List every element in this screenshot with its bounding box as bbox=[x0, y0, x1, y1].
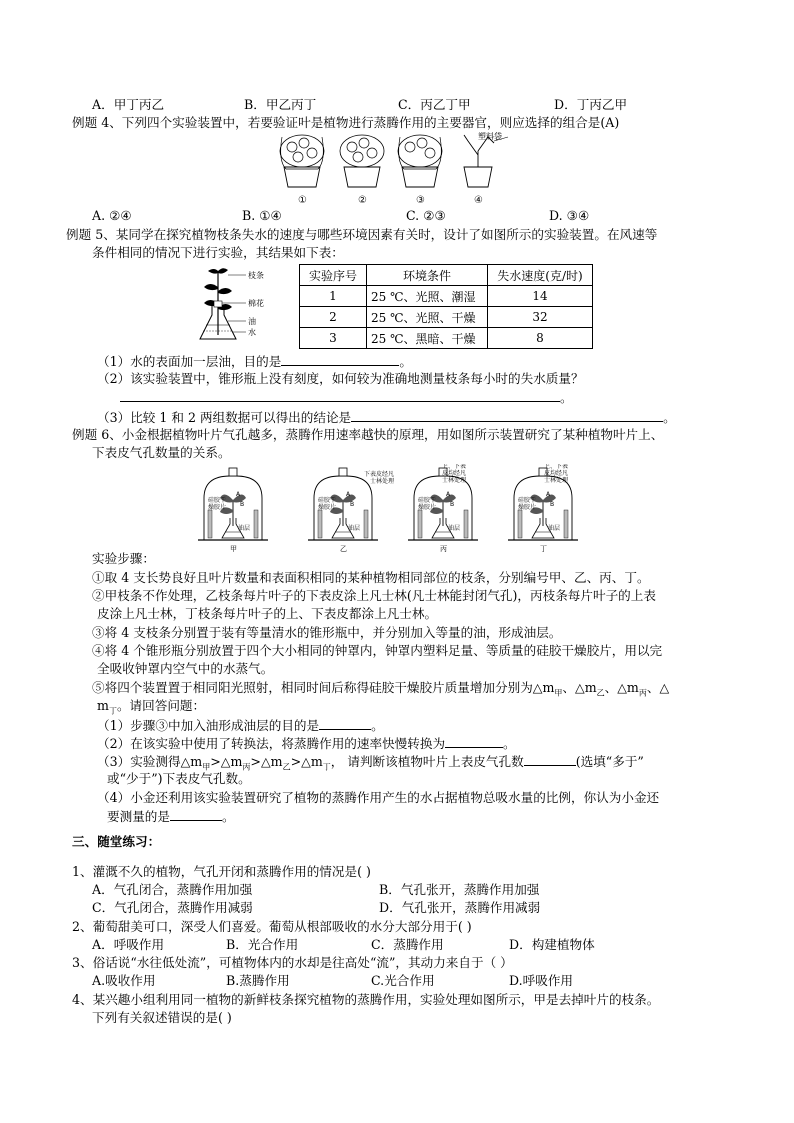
answer-blank[interactable] bbox=[445, 735, 503, 748]
ex6-stem-line2: 下表皮气孔数量的关系。 bbox=[92, 445, 231, 460]
silica-label-bing: 硅胶干 bbox=[418, 497, 437, 504]
ex4-stem: 例题 4、下列四个实验装置中，若要验证叶是植物进行蒸腾作用的主要器官，则应选择的组合是(A) bbox=[72, 115, 620, 130]
silica-label-ding: 硅胶干 bbox=[518, 497, 537, 504]
ex6-step5-line1: ⑤将四个装置置于相同阳光照射，相同时间后称得硅胶干燥胶片质量增加分别为$\triangle m_甲$、$\triangle m_乙$、$\triangle m_丙$、△ bbox=[92, 680, 670, 698]
ding-note-1: 上、下表 bbox=[442, 464, 467, 470]
practice-2-option-a: A．呼吸作用 bbox=[92, 937, 165, 952]
leaf-b-label: B bbox=[550, 501, 555, 508]
ex6-q4-line2: 要测量的是 。 bbox=[107, 809, 235, 824]
ex6-step5-line2: $m_丁$。请回答问题： bbox=[97, 698, 206, 716]
label-branch: 枝条 bbox=[248, 271, 264, 280]
ex4-option-d: D. ③④ bbox=[549, 208, 590, 223]
ex5-stem-line2: 条件相同的情况下进行实验，其结果如下表： bbox=[92, 245, 344, 260]
bing-note-2: 士林处理 bbox=[370, 478, 395, 485]
plant-num-3: ③ bbox=[416, 195, 425, 206]
leaf-b-label: B bbox=[350, 501, 355, 508]
practice-3-stem: 3、俗话说“水往低处流”，可植物体内的水却是往高处“流”，其动力来自于（ ） bbox=[72, 955, 513, 970]
ex3-option-b: B．甲乙丙丁 bbox=[244, 97, 317, 112]
ex3-option-a: A．甲丁丙乙 bbox=[92, 97, 165, 112]
table-header: 失水速度(克/时) bbox=[488, 265, 593, 286]
ding-note-3: 士林处理 bbox=[442, 477, 467, 484]
oil-label: 油层 bbox=[548, 525, 561, 532]
jar-name-jia: 甲 bbox=[230, 545, 237, 553]
label-water: 水 bbox=[248, 328, 256, 337]
practice-1-stem: 1、灌溉不久的植物，气孔开闭和蒸腾作用的情况是( ) bbox=[72, 864, 371, 879]
ex6-q1: （1）步骤③中加入油形成油层的目的是 。 bbox=[97, 718, 384, 733]
ding-note-b-1: 上、下表 bbox=[544, 464, 569, 470]
ex5-results-table bbox=[299, 264, 593, 349]
ex4-potted-plants-figure bbox=[270, 131, 530, 209]
ex4-option-a: A. ②④ bbox=[92, 208, 132, 223]
ex6-step4-line1: ④将 4 个锥形瓶分别放置于四个大小相同的钟罩内，钟罩内塑料足量、等质量的硅胶干燥胶片，用以完 bbox=[92, 643, 663, 658]
practice-3-option-d: D.呼吸作用 bbox=[509, 973, 574, 988]
ex5-q2: （2）该实验装置中，锥形瓶上没有刻度，如何较为准确地测量枝条每小时的失水质量？ bbox=[97, 371, 584, 386]
ex6-step3: ③将 4 支枝条分别置于装有等量清水的锥形瓶中，并分别加入等量的油，形成油层。 bbox=[92, 625, 562, 640]
jar-name-ding: 丁 bbox=[540, 545, 547, 553]
practice-3-option-a: A.吸收作用 bbox=[92, 973, 156, 988]
table-header-row bbox=[300, 265, 593, 286]
leaf-a-label: A bbox=[546, 491, 551, 498]
table-row bbox=[300, 307, 593, 328]
plant-3 bbox=[398, 135, 442, 187]
plant-num-2: ② bbox=[358, 195, 367, 206]
ex5-stem-line1: 例题 5、某同学在探究植物枝条失水的速度与哪些环境因素有关时，设计了如图所示的实验装置。在风速等 bbox=[66, 227, 658, 242]
ex5-flask-apparatus-figure bbox=[196, 265, 280, 345]
ding-note-b-3: 士林处理 bbox=[544, 477, 569, 484]
table-cell: 8 bbox=[488, 328, 593, 349]
silica-label-jia-2: 燥胶片 bbox=[208, 504, 227, 511]
leaf-b-label: B bbox=[450, 501, 455, 508]
plant-num-4: ④ bbox=[474, 195, 483, 206]
ex4-option-b: B. ①④ bbox=[242, 208, 282, 223]
table-header: 环境条件 bbox=[367, 265, 488, 286]
oil-label: 油层 bbox=[448, 525, 461, 532]
practice-1-option-d: D．气孔张开，蒸腾作用减弱 bbox=[379, 900, 541, 915]
answer-blank[interactable] bbox=[351, 409, 663, 422]
oil-label: 油层 bbox=[238, 525, 251, 532]
answer-blank[interactable] bbox=[524, 753, 576, 766]
silica-label-bing-2: 燥胶片 bbox=[418, 504, 437, 511]
table-header: 实验序号 bbox=[300, 265, 367, 286]
ex5-q3: （3）比较 1 和 2 两组数据可以得出的结论是 。 bbox=[97, 410, 676, 425]
ex6-step4-line2: 全吸收钟罩内空气中的水蒸气。 bbox=[97, 661, 274, 676]
ex6-step1: ①取 4 支长势良好且叶片数量和表面积相同的某种植物相同部位的枝条，分别编号甲、乙、丙、丁。 bbox=[92, 570, 650, 585]
practice-2-option-c: C．蒸腾作用 bbox=[371, 937, 444, 952]
plant-num-1: ① bbox=[298, 195, 307, 206]
ding-note-b-2: 皮均经凡 bbox=[544, 470, 569, 477]
jar-name-yi: 乙 bbox=[340, 545, 347, 553]
practice-2-option-b: B．光合作用 bbox=[226, 937, 299, 952]
table-cell: 25 ℃、黑暗、干燥 bbox=[367, 328, 488, 349]
answer-blank[interactable] bbox=[170, 808, 222, 821]
ex3-option-c: C．丙乙丁甲 bbox=[398, 97, 471, 112]
answer-blank[interactable] bbox=[120, 389, 560, 402]
leaf-b-label: B bbox=[240, 501, 245, 508]
label-cotton: 棉花 bbox=[248, 299, 264, 308]
ex6-bell-jar-figure bbox=[196, 464, 596, 554]
practice-1-option-a: A．气孔闭合，蒸腾作用加强 bbox=[92, 882, 253, 897]
label-oil: 油 bbox=[248, 317, 256, 326]
table-cell: 1 bbox=[300, 286, 367, 307]
plant-1-bagged bbox=[280, 135, 324, 187]
oil-label: 油层 bbox=[348, 525, 361, 532]
practice-2-option-d: D．构建植物体 bbox=[509, 937, 595, 952]
table-cell: 3 bbox=[300, 328, 367, 349]
ex6-q3-line1: （3）实验测得$\triangle m_甲>\triangle m_丙>\triangle m_乙>\triangle m_丁$， 请判断该植物叶片上表皮气孔数 (选填“多于” bbox=[97, 754, 644, 772]
jar-name-bing: 丙 bbox=[440, 545, 447, 553]
plant-2 bbox=[340, 135, 384, 187]
silica-label-jia: 硅胶干 bbox=[208, 497, 227, 504]
practice-1-option-b: B．气孔张开，蒸腾作用加强 bbox=[379, 882, 540, 897]
ex5-q1: （1）水的表面加一层油，目的是 。 bbox=[97, 354, 412, 369]
silica-label-yi: 硅胶干 bbox=[318, 497, 337, 504]
ding-note-2: 皮均经凡 bbox=[442, 470, 467, 477]
table-cell: 32 bbox=[488, 307, 593, 328]
practice-3-option-b: B.蒸腾作用 bbox=[226, 973, 290, 988]
table-cell: 2 bbox=[300, 307, 367, 328]
ex3-option-d: D．丁丙乙甲 bbox=[554, 97, 628, 112]
practice-2-stem: 2、葡萄甜美可口，深受人们喜爱。葡萄从根部吸收的水分大部分用于( ) bbox=[72, 919, 472, 934]
silica-label-yi-2: 燥胶片 bbox=[318, 504, 337, 511]
practice-4-stem-line1: 4、某兴趣小组利用同一植物的新鲜枝条探究植物的蒸腾作用，实验处理如图所示，甲是去掉叶片的枝条。 bbox=[72, 992, 660, 1007]
section-3-title: 三、随堂练习： bbox=[72, 834, 161, 849]
table-cell: 14 bbox=[488, 286, 593, 307]
ex6-q4-line1: （4）小金还利用该实验装置研究了植物的蒸腾作用产生的水占据植物总吸水量的比例，你认为小金还 bbox=[97, 790, 660, 805]
ex6-q3-line2: 或“少于”)下表皮气孔数。 bbox=[107, 771, 251, 786]
practice-1-option-c: C．气孔闭合，蒸腾作用减弱 bbox=[92, 900, 253, 915]
ex6-steps-title: 实验步骤： bbox=[92, 551, 155, 566]
table-cell: 25 ℃、光照、干燥 bbox=[367, 307, 488, 328]
leaf-a-label: A bbox=[236, 491, 241, 498]
leaf-a-label: A bbox=[446, 491, 451, 498]
answer-blank[interactable] bbox=[319, 717, 371, 730]
ex6-step2-line1: ②甲枝条不作处理，乙枝条每片叶子的下表皮涂上凡士林(凡士林能封闭气孔)，丙枝条每片叶子的上表 bbox=[92, 588, 656, 603]
leaf-a-label: A bbox=[346, 491, 351, 498]
ex6-step2-line2: 皮涂上凡士林，丁枝条每片叶子的上、下表皮都涂上凡士林。 bbox=[97, 606, 438, 621]
practice-3-option-c: C.光合作用 bbox=[371, 973, 435, 988]
silica-label-ding-2: 燥胶片 bbox=[518, 504, 537, 511]
ex6-q2: （2）在该实验中使用了转换法，将蒸腾作用的速率快慢转换为 。 bbox=[97, 736, 516, 751]
bing-note-1: 下表皮经凡 bbox=[364, 471, 395, 478]
ex4-option-c: C. ②③ bbox=[406, 208, 446, 223]
plant-4-leafless bbox=[464, 135, 508, 187]
bag-label: 塑料袋 bbox=[478, 132, 502, 141]
ex5-q2-answer: 。 bbox=[120, 389, 573, 406]
ex6-stem-line1: 例题 6、小金根据植物叶片气孔越多，蒸腾作用速率越快的原理，用如图所示装置研究了某种植物叶片上、 bbox=[72, 427, 664, 442]
practice-4-stem-line2: 下列有关叙述错误的是( ) bbox=[92, 1010, 232, 1025]
table-cell: 25 ℃、光照、潮湿 bbox=[367, 286, 488, 307]
table-row bbox=[300, 328, 593, 349]
table-row bbox=[300, 286, 593, 307]
answer-blank[interactable] bbox=[281, 353, 399, 366]
